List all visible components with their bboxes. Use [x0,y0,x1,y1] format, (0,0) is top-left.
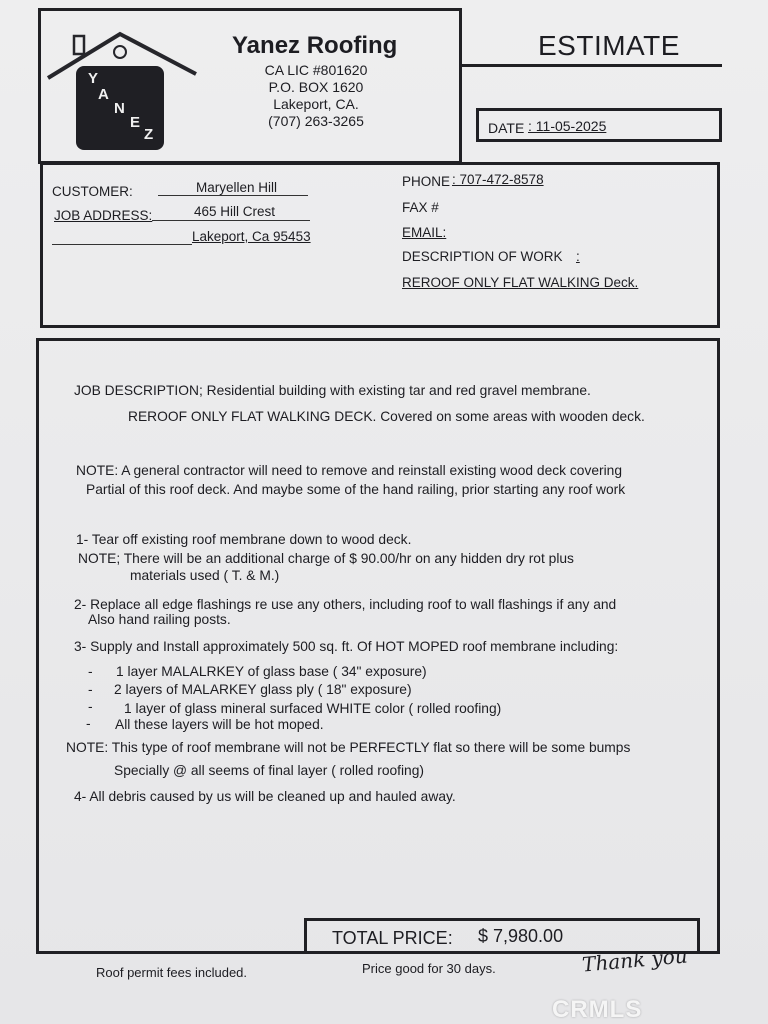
job-address-line1: 465 Hill Crest [194,204,276,219]
item-2-text: 2- Replace all edge flashings re use any others, including roof to wall flashings if any and [74,597,617,612]
company-phone: (707) 263-3265 [268,113,364,129]
bullet-dash: - [86,716,91,731]
date-label: DATE [488,120,525,136]
permit-note: Roof permit fees included. [96,965,248,980]
po-box: P.O. BOX 1620 [268,79,364,95]
customer-name: Maryellen Hill [196,180,278,195]
customer-info-box [40,162,720,328]
item-2-continued: Also hand railing posts. [88,612,231,627]
job-address-line2: Lakeport, Ca 95453 [192,229,311,244]
job-description-line1: JOB DESCRIPTION; Residential building with existing tar and red gravel membrane. [74,383,591,398]
customer-underline [158,195,308,196]
logo-letter: Z [144,126,154,143]
logo-letter: E [130,114,141,131]
note-flatness-line1: NOTE: This type of roof membrane will not be PERFECTLY flat so there will be some bumps [66,740,631,755]
bullet-dash: - [88,699,93,714]
company-name: Yanez Roofing [232,32,398,59]
sub-item-hot-moped: All these layers will be hot moped. [115,717,324,732]
item-1-note: NOTE; There will be an additional charge of $ 90.00/hr on any hidden dry rot plus [78,551,574,566]
description-colon: : [576,249,580,264]
bullet-dash: - [88,664,93,679]
phone-label: PHONE [402,174,451,189]
crmls-watermark: CRMLS [552,996,643,1023]
logo-letter: Y [88,70,99,87]
description-value: REROOF ONLY FLAT WALKING Deck. [402,275,639,290]
license-number: CA LIC #801620 [264,62,368,78]
note-contractor-line2: Partial of this roof deck. And maybe some of the hand railing, prior starting any roof work [86,482,626,497]
item-1-materials: materials used ( T. & M.) [130,568,280,583]
phone-value: : 707-472-8578 [452,172,544,187]
total-price-value: $ 7,980.00 [478,926,564,946]
customer-label: CUSTOMER: [52,184,133,199]
job-description-line2: REROOF ONLY FLAT WALKING DECK. Covered on some areas with wooden deck. [128,409,645,424]
note-contractor-line1: NOTE: A general contractor will need to remove and reinstall existing wood deck covering [76,463,623,478]
address-line2-rule [52,244,192,245]
email-label: EMAIL: [402,225,447,240]
sub-item-base-layer: 1 layer MALALRKEY of glass base ( 34" exposure) [116,664,427,679]
note-flatness-line2: Specially @ all seems of final layer ( rolled roofing) [114,763,424,778]
sub-item-cap-layer: 1 layer of glass mineral surfaced WHITE color ( rolled roofing) [124,701,502,716]
address-underline [152,220,310,221]
bullet-dash: - [88,682,93,697]
company-city: Lakeport, CA. [273,96,359,112]
item-1-text: 1- Tear off existing roof membrane down to wood deck. [76,532,412,547]
fax-label: FAX # [402,200,439,215]
thank-you-signature: Thank you [581,943,689,977]
document-title: ESTIMATE [538,30,680,61]
title-underline [462,64,722,67]
logo-letter: A [98,86,109,103]
job-address-label: JOB ADDRESS: [54,208,153,223]
sub-item-ply-layers: 2 layers of MALARKEY glass ply ( 18" exposure) [114,682,412,697]
item-4-text: 4- All debris caused by us will be cleaned up and hauled away. [74,789,456,804]
logo-letter: N [114,100,125,117]
date-value: : 11-05-2025 [528,118,607,134]
total-price-label: TOTAL PRICE: [332,928,453,948]
item-3-text: 3- Supply and Install approximately 500 sq. ft. Of HOT MOPED roof membrane including: [74,639,619,654]
description-label: DESCRIPTION OF WORK [402,249,563,264]
price-validity-note: Price good for 30 days. [362,961,496,976]
